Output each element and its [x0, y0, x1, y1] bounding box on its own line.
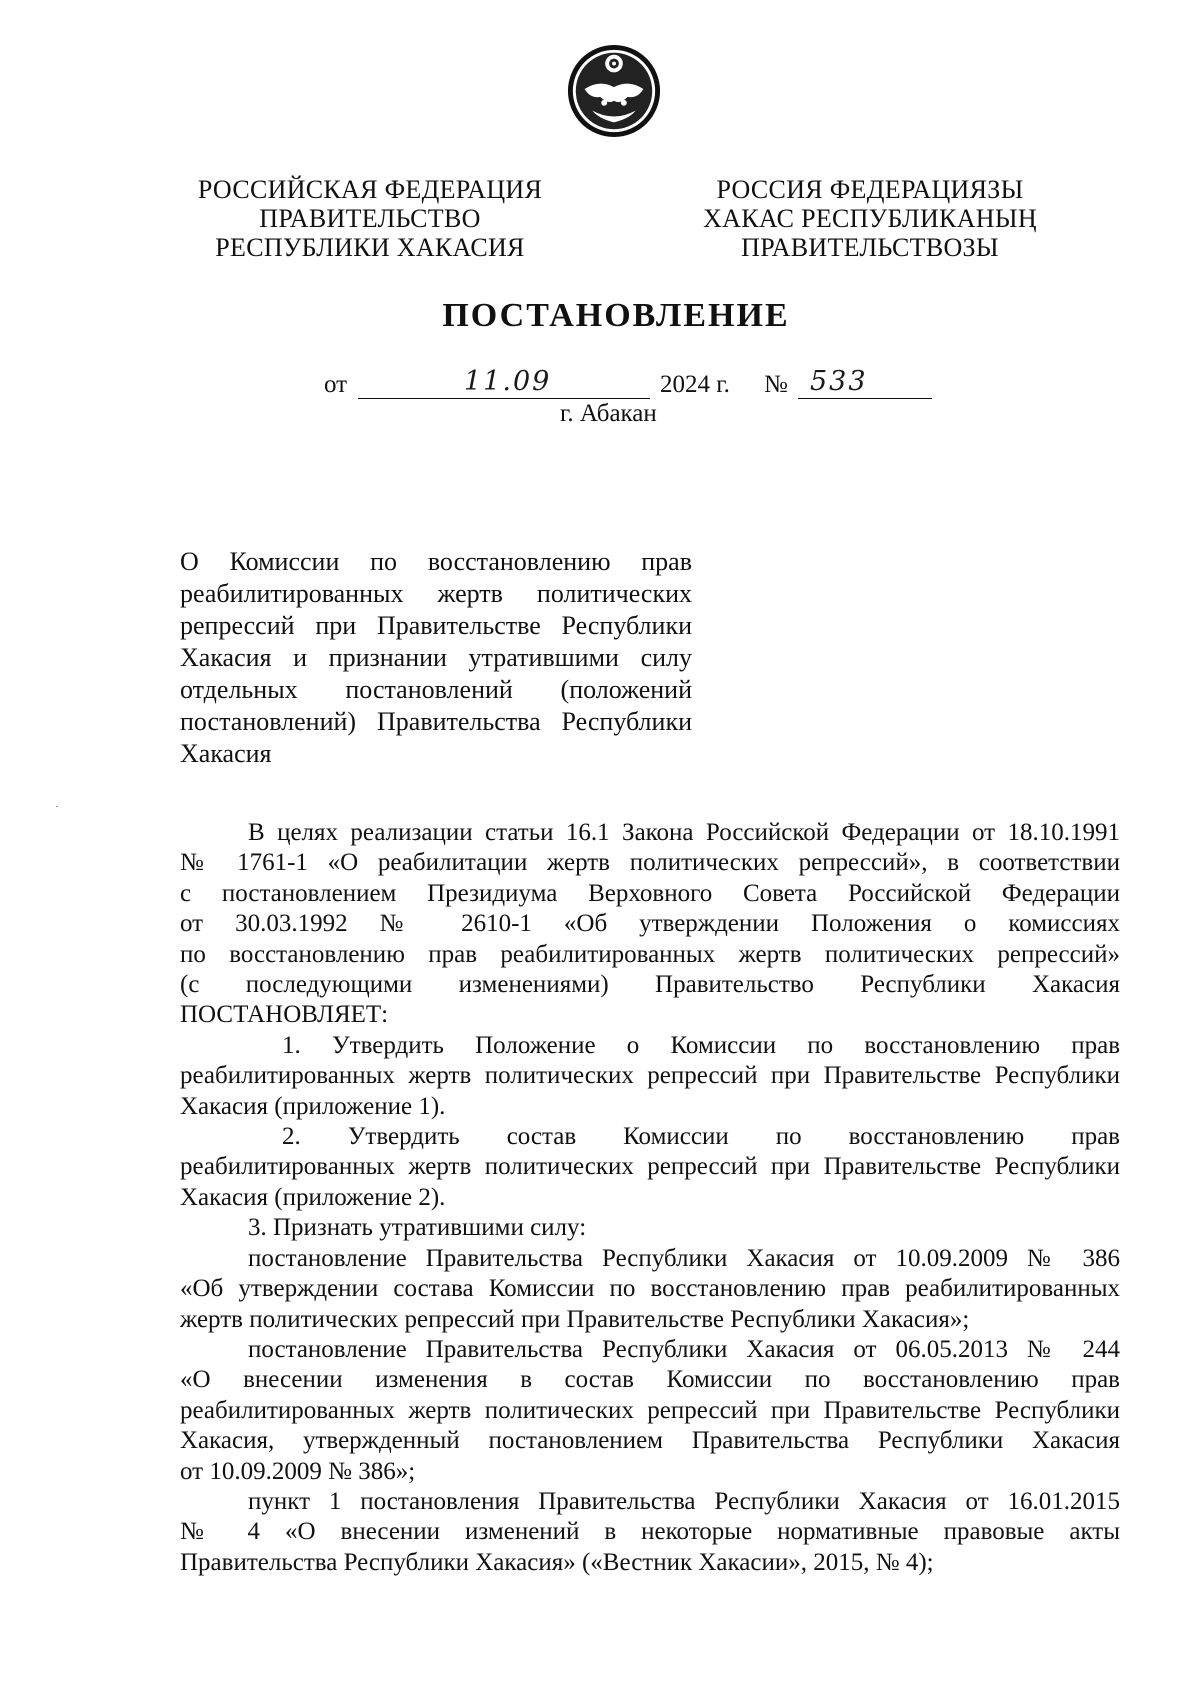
- body-line: по восстановлению прав реабилитированных жертв политических репрессий»: [180, 940, 1120, 968]
- body-line: пункт 1 постановления Правительства Республики Хакасия от 16.01.2015: [248, 1487, 1120, 1515]
- body-line: № 1761-1 «О реабилитации жертв политических репрессий», в соответствии: [180, 849, 1120, 877]
- header-left-line: ПРАВИТЕЛЬСТВО: [259, 204, 481, 233]
- subject-line: отдельных постановлений (положений: [180, 675, 692, 704]
- header-right-block: [660, 175, 1080, 262]
- body-line: постановление Правительства Республики Хакасия от 10.09.2009 № 386: [248, 1244, 1120, 1272]
- date-number-line: [324, 367, 944, 403]
- document-title: ПОСТАНОВЛЕНИЕ: [442, 297, 790, 334]
- body-line: № 4 «О внесении изменений в некоторые нормативные правовые акты: [180, 1518, 1120, 1546]
- body-line: 3. Признать утратившими силу:: [248, 1214, 587, 1242]
- header-left-block: [170, 175, 570, 262]
- body-line: реабилитированных жертв политических репрессий при Правительстве Республики: [180, 1396, 1120, 1424]
- header-right-line: ПРАВИТЕЛЬСТВОЗЫ: [741, 233, 999, 262]
- body-line: Хакасия (приложение 2).: [180, 1183, 446, 1211]
- body-line: (с последующими изменениями) Правительство Республики Хакасия: [180, 971, 1120, 999]
- body-line: Правительства Республики Хакасия» («Вестник Хакасии», 2015, № 4);: [180, 1548, 934, 1576]
- subject-line: Хакасия: [180, 739, 272, 768]
- header-right-line: РОССИЯ ФЕДЕРАЦИЯЗЫ: [716, 175, 1024, 204]
- subject-line: постановлений) Правительства Республики: [180, 707, 692, 736]
- body-line: 2. Утвердить состав Комиссии по восстановлению прав: [282, 1123, 1120, 1151]
- body-line: ПОСТАНОВЛЯЕТ:: [180, 1001, 389, 1029]
- body-line: реабилитированных жертв политических репрессий при Правительстве Республики: [180, 1062, 1120, 1090]
- body-line: с постановлением Президиума Верховного Совета Российской Федерации: [180, 879, 1120, 907]
- body-line: «Об утверждении состава Комиссии по восстановлению прав реабилитированных: [180, 1275, 1120, 1303]
- header-right-line: ХАКАС РЕСПУБЛИКАНЫҢ: [703, 204, 1037, 233]
- number-handwritten: 533: [810, 366, 868, 397]
- city-label: г. Абакан: [560, 400, 657, 427]
- body-line: реабилитированных жертв политических репрессий при Правительстве Республики: [180, 1153, 1120, 1181]
- body-line: В целях реализации статьи 16.1 Закона Российской Федерации от 18.10.1991: [248, 819, 1120, 846]
- body-line: Хакасия (приложение 1).: [180, 1092, 446, 1120]
- document-subject: [180, 546, 692, 770]
- year-label: 2024 г.: [660, 371, 730, 398]
- body-line: от 30.03.1992 № 2610-1 «Об утверждении Положения о комиссиях: [180, 910, 1120, 938]
- body-line: постановление Правительства Республики Хакасия от 06.05.2013 № 244: [248, 1335, 1120, 1363]
- coat-of-arms-emblem-icon: [565, 42, 663, 140]
- number-label: №: [764, 371, 788, 398]
- body-line: «О внесении изменения в состав Комиссии по восстановлению прав: [180, 1366, 1120, 1394]
- subject-line: О Комиссии по восстановлению прав: [180, 547, 692, 576]
- date-handwritten: 11.09: [464, 366, 552, 397]
- from-label: от: [324, 371, 348, 398]
- body-line: от 10.09.2009 № 386»;: [180, 1457, 416, 1485]
- subject-line: Хакасия и признании утратившими силу: [180, 643, 692, 672]
- body-line: жертв политических репрессий при Правительстве Республики Хакасия»;: [180, 1305, 970, 1333]
- body-line: Хакасия, утвержденный постановлением Правительства Республики Хакасия: [180, 1427, 1120, 1455]
- header-left-line: РОССИЙСКАЯ ФЕДЕРАЦИЯ: [197, 175, 543, 204]
- subject-line: репрессий при Правительстве Республики: [180, 611, 692, 640]
- body-line: 1. Утвердить Положение о Комиссии по восстановлению прав: [282, 1031, 1120, 1059]
- margin-mark: [56, 806, 58, 807]
- subject-line: реабилитированных жертв политических: [180, 579, 692, 608]
- header-left-line: РЕСПУБЛИКИ ХАКАСИЯ: [215, 233, 525, 262]
- document-body: [180, 818, 1120, 1578]
